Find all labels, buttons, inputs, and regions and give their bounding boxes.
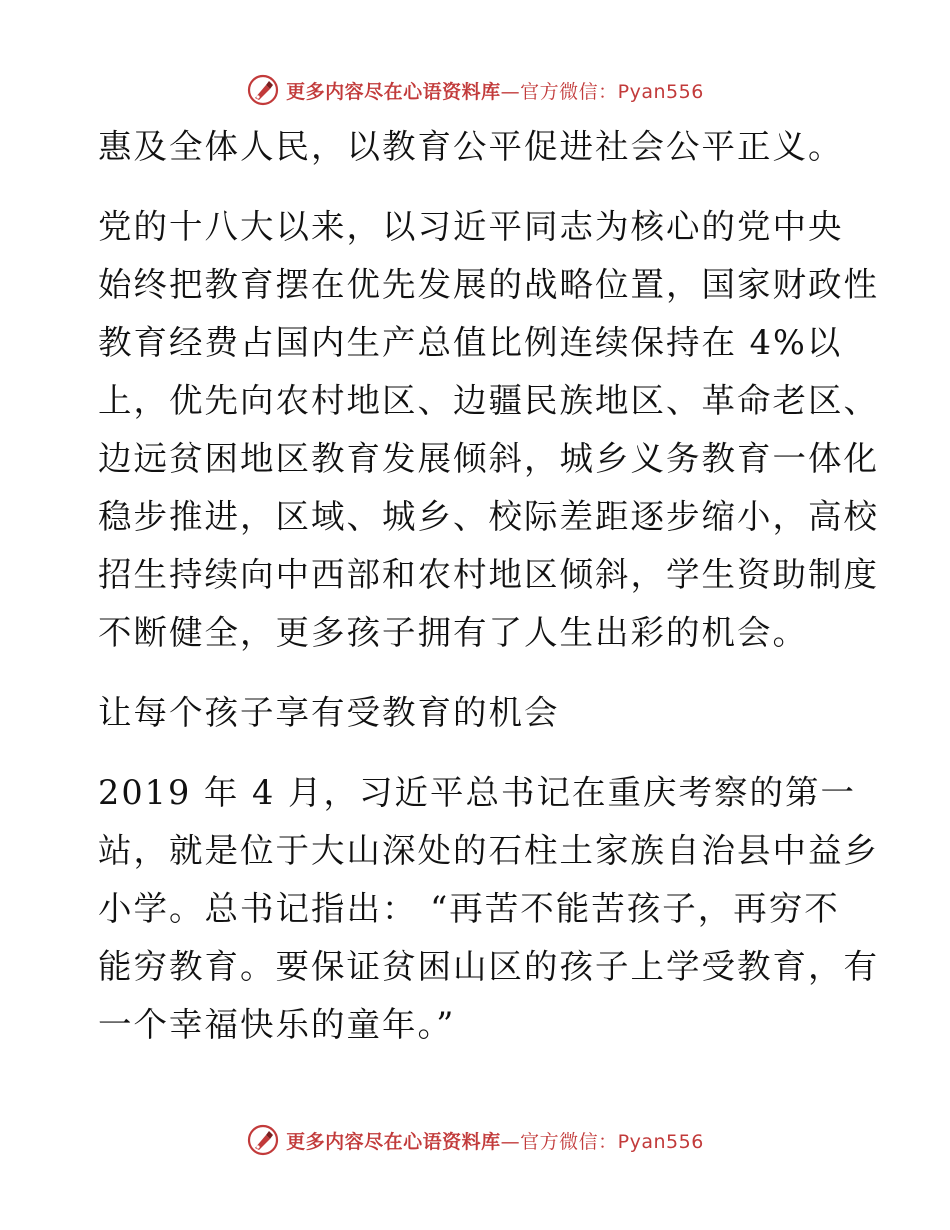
paragraph xyxy=(98,198,879,662)
pen-nib-logo-icon xyxy=(246,1123,280,1157)
pen-nib-logo-icon xyxy=(246,73,280,107)
text-line: 上，优先向农村地区、边疆民族地区、革命老区、 xyxy=(98,381,879,420)
banner-text: 更多内容尽在心语资料库—官方微信：Pyan556 xyxy=(286,80,704,103)
text-line: 小学。总书记指出： “再苦不能苦孩子，再穷不 xyxy=(98,889,840,928)
footer-banner xyxy=(0,1120,950,1160)
text-line: 能穷教育。要保证贫困山区的孩子上学受教育，有 xyxy=(98,947,879,986)
text-line: 一个幸福快乐的童年。” xyxy=(98,1005,456,1044)
header-banner xyxy=(0,70,950,110)
text-line: 让每个孩子享有受教育的机会 xyxy=(98,693,560,732)
banner-text: 更多内容尽在心语资料库—官方微信：Pyan556 xyxy=(286,1130,704,1153)
text-line: 惠及全体人民，以教育公平促进社会公平正义。 xyxy=(98,127,844,166)
text-line: 稳步推进，区域、城乡、校际差距逐步缩小，高校 xyxy=(98,497,879,536)
text-line: 边远贫困地区教育发展倾斜，城乡义务教育一体化 xyxy=(98,439,879,478)
paragraph xyxy=(98,118,858,176)
document-body xyxy=(98,118,879,1076)
paragraph xyxy=(98,764,879,1054)
text-line: 2019 年 4 月，习近平总书记在重庆考察的第一 xyxy=(98,773,857,812)
text-line: 招生持续向中西部和农村地区倾斜，学生资助制度 xyxy=(98,555,879,594)
text-line: 党的十八大以来，以习近平同志为核心的党中央 xyxy=(98,207,844,246)
text-line: 始终把教育摆在优先发展的战略位置，国家财政性 xyxy=(98,265,879,304)
text-line: 不断健全，更多孩子拥有了人生出彩的机会。 xyxy=(98,613,808,652)
section-heading xyxy=(98,684,858,742)
text-line: 站，就是位于大山深处的石柱土家族自治县中益乡 xyxy=(98,831,879,870)
text-line: 教育经费占国内生产总值比例连续保持在 4%以 xyxy=(98,323,843,362)
